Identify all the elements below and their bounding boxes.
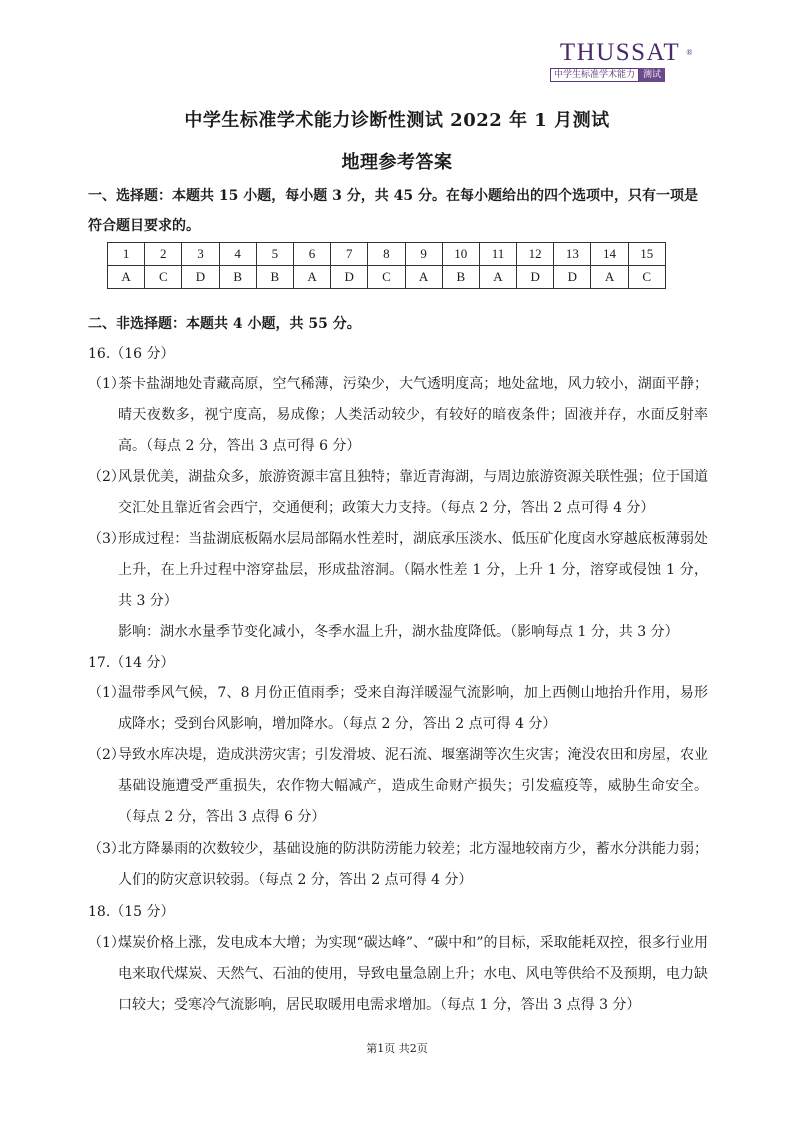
q17-part2	[88, 740, 708, 833]
answer-letter-cell: D	[182, 266, 219, 289]
q18-part1-text: 煤炭价格上涨，发电成本大增；为实现“碳达峰”、“碳中和”的目标，采取能耗双控，很多行业用电来取代煤炭、天然气、石油的使用，导致电量急剧上升；水电、风电等供给不及预期，电力缺口较大；受寒冷气流影响，居民取暖用电需求增加。（每点 1 分，答出 3 点得 3 分）	[118, 935, 708, 1013]
answer-table-letter-row	[108, 266, 666, 289]
answer-letter-cell: B	[219, 266, 256, 289]
q16-part1-text: 茶卡盐湖地处青藏高原，空气稀薄，污染少，大气透明度高；地处盆地，风力较小，湖面平静；晴天夜数多，视宁度高，易成像；人类活动较少，有较好的暗夜条件；固液并存，水面反射率高。（每点 2 分，答出 3 点可得 6 分）	[118, 376, 708, 454]
answer-number-cell: 14	[591, 243, 628, 266]
q16-label: 16.（16 分）	[88, 346, 175, 362]
answer-letter-cell: D	[517, 266, 554, 289]
answer-number-cell: 9	[405, 243, 442, 266]
q17-label: 17.（14 分）	[88, 655, 175, 671]
q16-part2	[88, 462, 708, 524]
section-2-heading: 二、非选择题：本题共 4 小题，共 55 分。	[88, 316, 361, 332]
logo-tagline-bar	[550, 68, 690, 82]
answer-number-cell: 10	[442, 243, 479, 266]
answer-number-cell: 1	[108, 243, 145, 266]
page-title: 中学生标准学术能力诊断性测试 2022 年 1 月测试	[184, 110, 610, 131]
logo-registered-mark: ®	[686, 48, 694, 57]
answer-number-cell: 8	[368, 243, 405, 266]
q16-part3-num: （3）	[88, 531, 125, 547]
q16-part1-num: （1）	[88, 376, 125, 392]
answer-letter-cell: B	[256, 266, 293, 289]
q17-part3-text: 北方降暴雨的次数较少，基础设施的防洪防涝能力较差；北方湿地较南方少，蓄水分洪能力弱；人们的防灾意识较弱。（每点 2 分，答出 2 点可得 4 分）	[118, 841, 708, 888]
q16-part3	[88, 524, 708, 617]
answer-number-cell: 4	[219, 243, 256, 266]
answer-table	[107, 242, 666, 289]
answer-number-cell: 2	[145, 243, 182, 266]
answer-letter-cell: C	[145, 266, 182, 289]
q16-part2-text: 风景优美，湖盐众多，旅游资源丰富且独特；靠近青海湖，与周边旅游资源关联性强；位于国道交汇处且靠近省会西宁，交通便利；政策大力支持。（每点 2 分，答出 2 点可得 4 分）	[118, 469, 708, 516]
answer-letter-cell: A	[405, 266, 442, 289]
q16-part2-num: （2）	[88, 469, 125, 485]
answer-number-cell: 5	[256, 243, 293, 266]
q16-part3-text: 形成过程：当盐湖底板隔水层局部隔水性差时，湖底承压淡水、低压矿化度卤水穿越底板薄弱处上升，在上升过程中溶穿盐层，形成盐溶洞。（隔水性差 1 分，上升 1 分，溶穿或侵蚀 1 分，共 3 分）	[118, 531, 708, 609]
answer-letter-cell: C	[368, 266, 405, 289]
logo-brand: THUSSAT ®	[559, 39, 694, 66]
logo-tag: 测试	[639, 68, 665, 82]
answer-number-cell: 7	[331, 243, 368, 266]
q17-part1-num: （1）	[88, 685, 125, 701]
q17-part1	[88, 678, 708, 740]
answer-letter-cell: A	[479, 266, 516, 289]
answer-number-cell: 12	[517, 243, 554, 266]
q17-part2-text: 导致水库决堤，造成洪涝灾害；引发滑坡、泥石流、堰塞湖等次生灾害；淹没农田和房屋，农业基础设施遭受严重损失，农作物大幅减产，造成生命财产损失；引发瘟疫等，威胁生命安全。（每点 2 分，答出 3 点得 6 分）	[118, 747, 708, 825]
answer-number-cell: 15	[628, 243, 665, 266]
answer-letter-cell: C	[628, 266, 665, 289]
q17-part1-text: 温带季风气候，7、8 月份正值雨季；受来自海洋暖湿气流影响，加上西侧山地抬升作用，易形成降水；受到台风影响，增加降水。（每点 2 分，答出 2 点可得 4 分）	[118, 685, 708, 732]
answer-table-number-row	[108, 243, 666, 266]
answer-number-cell: 11	[479, 243, 516, 266]
page-footer: 第1页 共2页	[366, 1042, 428, 1055]
answer-number-cell: 3	[182, 243, 219, 266]
answer-letter-cell: A	[108, 266, 145, 289]
answer-number-cell: 13	[554, 243, 591, 266]
q17-part3	[88, 834, 708, 896]
section-1-heading: 一、选择题：本题共 15 小题，每小题 3 分，共 45 分。在每小题给出的四个选项中，只有一项是符合题目要求的。	[88, 188, 698, 234]
answer-letter-cell: D	[331, 266, 368, 289]
q16-part1	[88, 369, 708, 462]
q18-label: 18.（15 分）	[88, 904, 175, 920]
q18-part1	[88, 928, 708, 1021]
page-subtitle: 地理参考答案	[341, 152, 453, 173]
thussat-logo	[550, 39, 694, 82]
q17-part3-num: （3）	[88, 841, 125, 857]
logo-tagline: 中学生标准学术能力	[550, 68, 639, 82]
answer-letter-cell: B	[442, 266, 479, 289]
q17-part2-num: （2）	[88, 747, 125, 763]
answer-letter-cell: A	[293, 266, 330, 289]
answer-number-cell: 6	[293, 243, 330, 266]
answer-letter-cell: A	[591, 266, 628, 289]
q16-part3-impact: 影响：湖水水量季节变化减小，冬季水温上升，湖水盐度降低。（影响每点 1 分，共 3 分）	[118, 624, 679, 640]
answer-letter-cell: D	[554, 266, 591, 289]
q18-part1-num: （1）	[88, 935, 125, 951]
